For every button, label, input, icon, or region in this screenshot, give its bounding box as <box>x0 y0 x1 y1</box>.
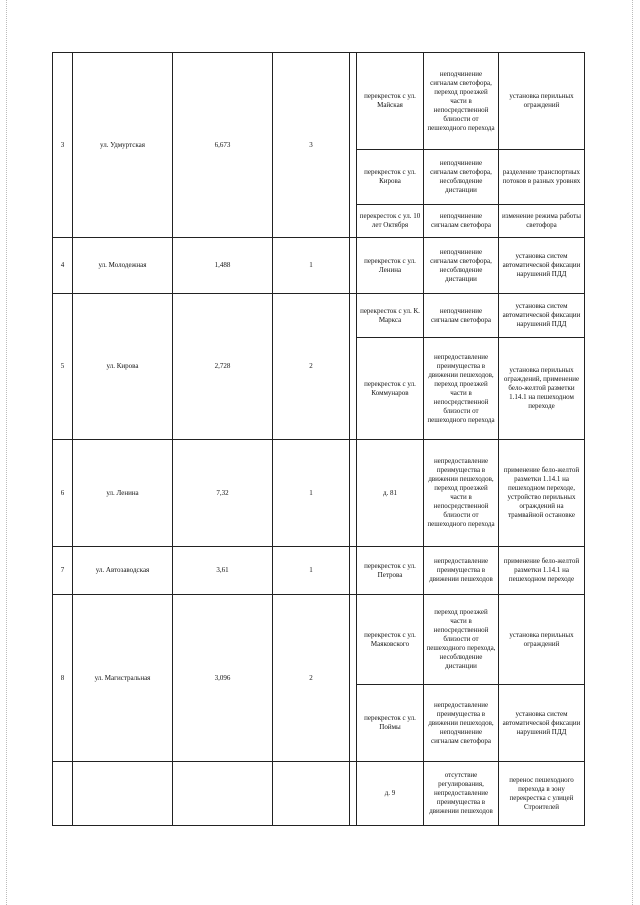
row-number: 6 <box>53 440 73 547</box>
measure-cell: установка перильных ограждений <box>499 595 585 685</box>
street-name: ул. Магистральная <box>73 595 173 762</box>
row-number: 8 <box>53 595 73 762</box>
measure-cell: установка перильных ограждений <box>499 53 585 150</box>
street-length: 3,096 <box>173 595 273 762</box>
measure-cell: установка систем автоматической фиксации нарушений ПДД <box>499 238 585 294</box>
location-cell: д. 81 <box>357 440 424 547</box>
violation-cell: неподчинение сигналам светофора, переход проезжей части в непосредственной близости от пешеходного перехода <box>424 53 499 150</box>
spacer-cell <box>350 238 357 294</box>
violation-count: 1 <box>273 547 350 595</box>
page-edge-right <box>632 0 634 905</box>
location-cell: перекресток с ул. Петрова <box>357 547 424 595</box>
measure-cell: применение бело-желтой разметки 1.14.1 на пешеходном переходе <box>499 547 585 595</box>
street-length: 1,488 <box>173 238 273 294</box>
measure-cell: применение бело-желтой разметки 1.14.1 на пешеходном переходе, устройство перильных ограждений на трамвайной остановке <box>499 440 585 547</box>
spacer-cell <box>350 762 357 826</box>
table-row <box>53 53 585 150</box>
violations-table <box>52 52 585 826</box>
table-row <box>53 294 585 338</box>
street-length: 6,673 <box>173 53 273 238</box>
street-name: ул. Кирова <box>73 294 173 440</box>
measure-cell: установка систем автоматической фиксации нарушений ПДД <box>499 685 585 762</box>
spacer-cell <box>350 440 357 547</box>
measure-cell: разделение транспортных потоков в разных уровнях <box>499 150 585 205</box>
location-cell: перекресток с ул. Майская <box>357 53 424 150</box>
violation-count: 3 <box>273 53 350 238</box>
street-length: 3,61 <box>173 547 273 595</box>
street-length: 2,728 <box>173 294 273 440</box>
street-length <box>173 762 273 826</box>
measure-cell: установка систем автоматической фиксации нарушений ПДД <box>499 294 585 338</box>
table-row <box>53 762 585 826</box>
spacer-cell <box>350 294 357 440</box>
location-cell: перекресток с ул. 10 лет Октября <box>357 205 424 238</box>
location-cell: перекресток с ул. Поймы <box>357 685 424 762</box>
violation-count: 2 <box>273 294 350 440</box>
spacer-cell <box>350 53 357 238</box>
measure-cell: изменение режима работы светофора <box>499 205 585 238</box>
street-name: ул. Молодежная <box>73 238 173 294</box>
page-edge-left <box>6 0 8 905</box>
table-row <box>53 238 585 294</box>
measure-cell: установка перильных ограждений, применение бело-желтой разметки 1.14.1 на пешеходном переходе <box>499 338 585 440</box>
spacer-cell <box>350 547 357 595</box>
table-row <box>53 595 585 685</box>
table-row <box>53 440 585 547</box>
violation-cell: неподчинение сигналам светофора, несоблюдение дистанции <box>424 238 499 294</box>
location-cell: перекресток с ул. К. Маркса <box>357 294 424 338</box>
table-row <box>53 547 585 595</box>
street-name: ул. Ленина <box>73 440 173 547</box>
violation-cell: непредоставление преимущества в движении пешеходов, переход проезжей части в непосредственной близости от пешеходного перехода <box>424 440 499 547</box>
street-length: 7,32 <box>173 440 273 547</box>
street-name <box>73 762 173 826</box>
violation-count: 2 <box>273 595 350 762</box>
spacer-cell <box>350 595 357 762</box>
violation-count: 1 <box>273 440 350 547</box>
violation-cell: неподчинение сигналам светофора <box>424 205 499 238</box>
violation-count <box>273 762 350 826</box>
violation-cell: неподчинение сигналам светофора <box>424 294 499 338</box>
row-number <box>53 762 73 826</box>
violation-cell: неподчинение сигналам светофора, несоблюдение дистанции <box>424 150 499 205</box>
measure-cell: перенос пешеходного перехода в зону перекрестка с улицей Строителей <box>499 762 585 826</box>
violation-cell: непредоставление преимущества в движении пешеходов <box>424 547 499 595</box>
row-number: 5 <box>53 294 73 440</box>
location-cell: д. 9 <box>357 762 424 826</box>
violation-count: 1 <box>273 238 350 294</box>
location-cell: перекресток с ул. Ленина <box>357 238 424 294</box>
row-number: 4 <box>53 238 73 294</box>
street-name: ул. Автозаводская <box>73 547 173 595</box>
location-cell: перекресток с ул. Коммунаров <box>357 338 424 440</box>
violation-cell: переход проезжей части в непосредственной близости от пешеходного перехода, несоблюдение дистанции <box>424 595 499 685</box>
location-cell: перекресток с ул. Кирова <box>357 150 424 205</box>
violation-cell: непредоставление преимущества в движении пешеходов, переход проезжей части в непосредственной близости от пешеходного перехода <box>424 338 499 440</box>
street-name: ул. Удмуртская <box>73 53 173 238</box>
violation-cell: непредоставление преимущества в движении пешеходов, неподчинение сигналам светофора <box>424 685 499 762</box>
location-cell: перекресток с ул. Маяковского <box>357 595 424 685</box>
violation-cell: отсутствие регулирования, непредоставление преимущества в движении пешеходов <box>424 762 499 826</box>
row-number: 3 <box>53 53 73 238</box>
row-number: 7 <box>53 547 73 595</box>
